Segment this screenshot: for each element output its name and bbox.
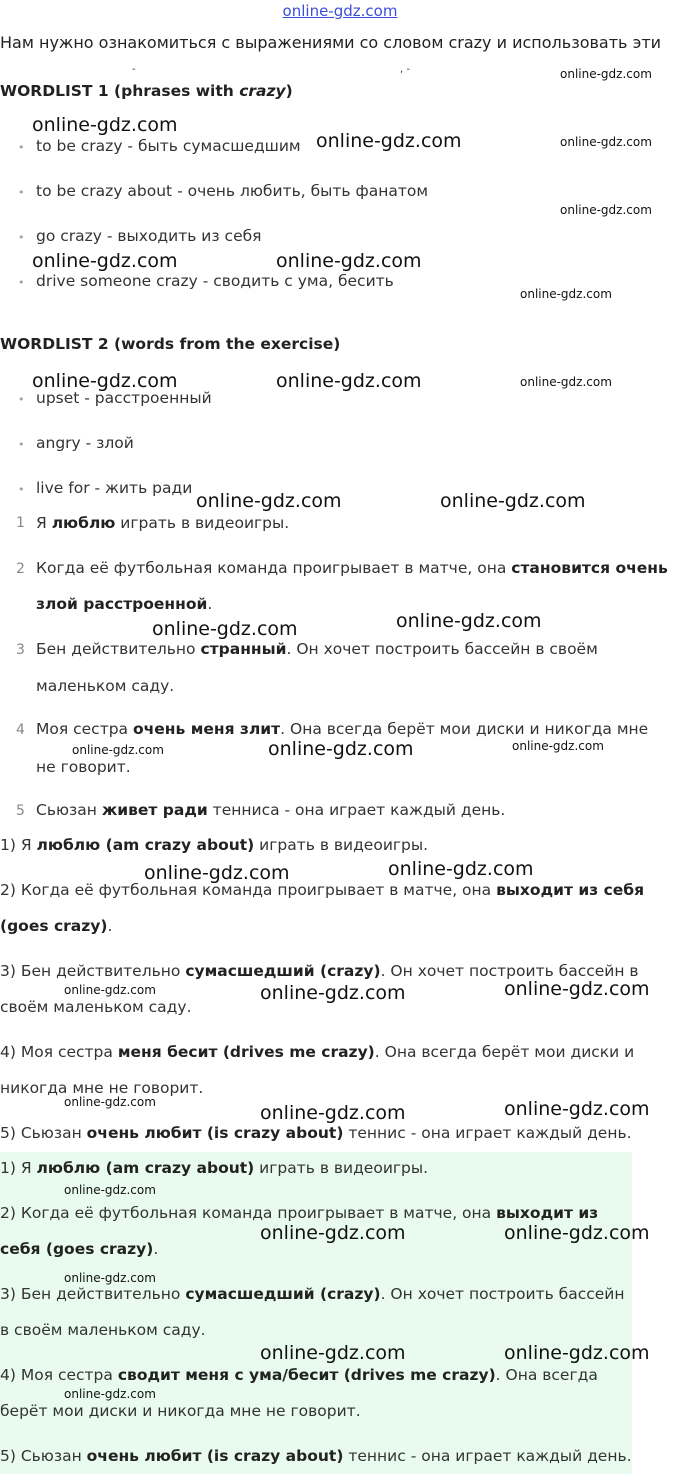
watermark: online-gdz.com [260, 1102, 406, 1124]
watermark: online-gdz.com [260, 982, 406, 1004]
wordlist2-heading: WORDLIST 2 (words from the exercise) [0, 335, 341, 353]
intro-cut-line: - , - [132, 66, 410, 74]
site-watermark-link[interactable]: online-gdz.com [282, 2, 398, 20]
wordlist1-item: go crazy - выходить из себя [36, 227, 262, 245]
watermark: online-gdz.com [72, 743, 164, 757]
bullet-icon: • [18, 231, 25, 244]
watermark: online-gdz.com [64, 1387, 156, 1401]
answer-line-cont: своём маленьком саду. [0, 998, 192, 1016]
answer-line-cont: никогда мне не говорит. [0, 1079, 204, 1097]
wordlist2-item: angry - злой [36, 434, 134, 452]
answer-line: 4) Моя сестра сводит меня с ума/бесит (drives me crazy). Она всегда [0, 1366, 598, 1384]
answer-highlight-panel [0, 1152, 632, 1474]
answer-line-cont: (goes crazy). [0, 917, 113, 935]
task-sentence: Когда её футбольная команда проигрывает в матче, она становится очень [36, 559, 668, 577]
watermark: online-gdz.com [260, 1342, 406, 1364]
answer-line-cont: берёт мои диски и никогда мне не говорит. [0, 1402, 361, 1420]
answer-line: 2) Когда её футбольная команда проигрывает в матче, она выходит из [0, 1204, 599, 1222]
answer-line: 1) Я люблю (am crazy about) играть в видеоигры. [0, 1159, 429, 1177]
watermark: online-gdz.com [512, 739, 604, 753]
task-number: 1 [16, 515, 25, 531]
watermark: online-gdz.com [520, 287, 612, 301]
watermark: online-gdz.com [276, 250, 422, 272]
wordlist2-item: live for - жить ради [36, 479, 193, 497]
watermark: online-gdz.com [440, 490, 586, 512]
watermark: online-gdz.com [504, 1222, 650, 1244]
watermark: online-gdz.com [520, 375, 612, 389]
answer-line: 4) Моя сестра меня бесит (drives me crazy). Она всегда берёт мои диски и [0, 1043, 635, 1061]
answer-line: 2) Когда её футбольная команда проигрывает в матче, она выходит из себя [0, 881, 645, 899]
answer-line: 3) Бен действительно сумасшедший (crazy). Он хочет построить бассейн в [0, 962, 639, 980]
answer-line: 3) Бен действительно сумасшедший (crazy). Он хочет построить бассейн [0, 1285, 625, 1303]
watermark: online-gdz.com [560, 135, 652, 149]
watermark: online-gdz.com [64, 1271, 156, 1285]
task-number: 5 [16, 803, 25, 819]
task-sentence-cont: не говорит. [36, 758, 131, 776]
watermark: online-gdz.com [64, 1183, 156, 1197]
watermark: online-gdz.com [504, 1342, 650, 1364]
watermark: online-gdz.com [32, 370, 178, 392]
watermark: online-gdz.com [560, 67, 652, 81]
answer-line: 5) Сьюзан очень любит (is crazy about) теннис - она играет каждый день. [0, 1447, 632, 1465]
wordlist1-item: drive someone crazy - сводить с ума, бесить [36, 272, 394, 290]
task-sentence-cont: маленьком саду. [36, 677, 175, 695]
watermark: online-gdz.com [276, 370, 422, 392]
answer-line: 5) Сьюзан очень любит (is crazy about) теннис - она играет каждый день. [0, 1124, 632, 1142]
watermark: online-gdz.com [64, 1095, 156, 1109]
watermark: online-gdz.com [268, 738, 414, 760]
bullet-icon: • [18, 483, 25, 496]
watermark: online-gdz.com [388, 858, 534, 880]
bullet-icon: • [18, 186, 25, 199]
watermark: online-gdz.com [560, 203, 652, 217]
intro-text: Нам нужно ознакомиться с выражениями со словом crazy и использовать эти [0, 33, 662, 52]
answer-line: 1) Я люблю (am crazy about) играть в видеоигры. [0, 836, 429, 854]
task-sentence: Сьюзан живет ради тенниса - она играет каждый день. [36, 801, 506, 819]
bullet-icon: • [18, 438, 25, 451]
task-sentence-cont: злой расстроенной. [36, 595, 213, 613]
watermark: online-gdz.com [152, 618, 298, 640]
watermark: online-gdz.com [316, 130, 462, 152]
watermark: online-gdz.com [260, 1222, 406, 1244]
task-sentence: Бен действительно странный. Он хочет построить бассейн в своём [36, 640, 598, 658]
bullet-icon: • [18, 276, 25, 289]
answer-line-cont: себя (goes crazy). [0, 1240, 159, 1258]
task-sentence: Я люблю играть в видеоигры. [36, 514, 290, 532]
task-number: 2 [16, 561, 25, 577]
wordlist1-item: to be crazy about - очень любить, быть фанатом [36, 182, 429, 200]
task-number: 3 [16, 642, 25, 658]
watermark: online-gdz.com [32, 250, 178, 272]
watermark: online-gdz.com [504, 978, 650, 1000]
task-number: 4 [16, 722, 25, 738]
wordlist2-item: upset - расстроенный [36, 389, 212, 407]
watermark: online-gdz.com [32, 114, 178, 136]
bullet-icon: • [18, 393, 25, 406]
watermark: online-gdz.com [144, 862, 290, 884]
answer-line-cont: в своём маленьком саду. [0, 1321, 206, 1339]
watermark: online-gdz.com [504, 1098, 650, 1120]
bullet-icon: • [18, 141, 25, 154]
wordlist1-item: to be crazy - быть сумасшедшим [36, 137, 301, 155]
watermark: online-gdz.com [64, 983, 156, 997]
task-sentence: Моя сестра очень меня злит. Она всегда берёт мои диски и никогда мне [36, 720, 649, 738]
watermark: online-gdz.com [196, 490, 342, 512]
wordlist1-heading: WORDLIST 1 (phrases with crazy) [0, 82, 293, 100]
watermark: online-gdz.com [396, 610, 542, 632]
